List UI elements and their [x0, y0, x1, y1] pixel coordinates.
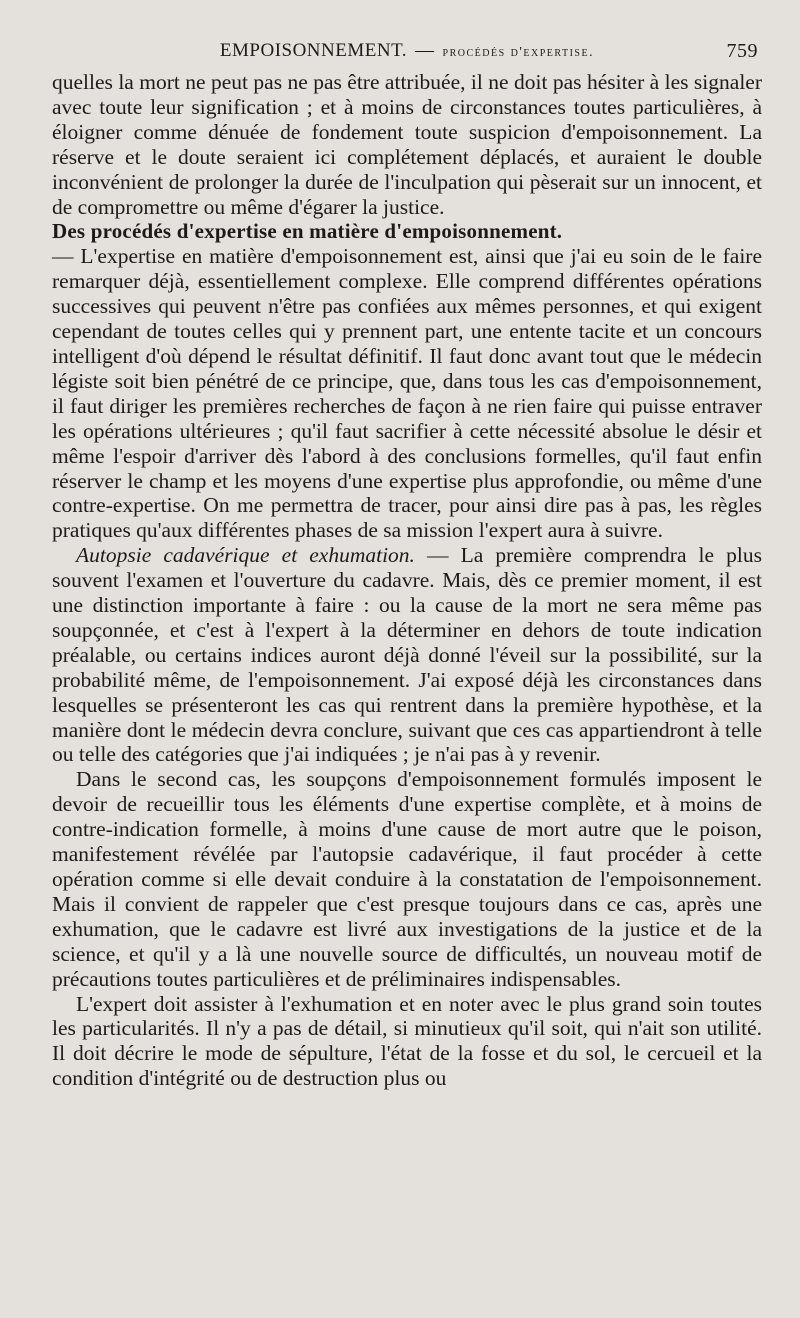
header-separator: —	[415, 40, 435, 61]
section-heading: Des procédés d'expertise en matière d'empoisonnement.	[52, 219, 563, 244]
paragraph-1: quelles la mort ne peut pas ne pas être attribuée, il ne doit pas hésiter à les signaler avec toute leur signification ; et à moins de circonstances toutes particulières, à éloigner comme dénuée de fondement toute suspicion d'empoisonnement. La réserve et le doute seraient ici complétement déplacés, et auraient le double inconvénient de prolonger la durée de l'inculpation qui pèserait sur un innocent, et de compromettre ou même d'égarer la justice.	[52, 70, 762, 219]
running-header	[52, 40, 762, 70]
paragraph-3-text: — La première comprendra le plus souvent l'examen et l'ouverture du cadavre. Mais, dès ce premier moment, il est une distinction importante à faire : ou la cause de la mort ne sera même pas soupçonnée, et c'est à l'expert à la déterminer en dehors de toute indication préalable, ou certains indices auront déjà donné l'éveil sur la possibilité, sur la probabilité même, de l'empoisonnement. J'ai exposé déjà les circonstances dans lesquelles se présenteront les cas qui rentrent dans la première hypothèse, et la manière dont le médecin devra conclure, suivant que ces cas appartiendront à telle ou telle des catégories que j'ai indiquées ; je n'ai pas à y revenir.	[52, 543, 762, 767]
paragraph-4: Dans le second cas, les soupçons d'empoisonnement formulés imposent le devoir de recueillir tous les éléments d'une expertise complète, et à moins de contre-indication formelle, à moins d'une cause de mort autre que le poison, manifestement révélée par l'autopsie cadavérique, il faut procéder à cette opération comme si elle devait conduire à la constatation de l'empoisonnement. Mais il convient de rappeler que c'est presque toujours dans ce cas, après une exhumation, que le cadavre est livré aux investigations de la justice et de la science, et qu'il y a là une nouvelle source de difficultés, un nouveau motif de précautions toutes particulières et de préliminaires indispensables.	[52, 767, 762, 991]
body-text	[52, 70, 762, 1091]
page-number: 759	[726, 40, 758, 62]
paragraph-2-text: — L'expertise en matière d'empoisonnement est, ainsi que j'ai eu soin de le faire remarquer déjà, essentiellement complexe. Elle comprend différentes opérations successives qui peuvent n'être pas confiées aux mêmes personnes, et qui exigent cependant de toutes celles qui y prennent part, une entente tacite et un concours intelligent d'où dépend le résultat définitif. Il faut donc avant tout que le médecin légiste soit bien pénétré de ce principe, que, dans tous les cas d'empoisonnement, il faut diriger les premières recherches de façon à ne rien faire qui puisse entraver les opérations ultérieures ; qu'il faut sacrifier à cette nécessité absolue le désir et même l'espoir d'arriver dès l'abord à des conclusions formelles, qu'il faut enfin réserver le champ et les moyens d'une expertise plus approfondie, ou même d'une contre-expertise. On me permettra de tracer, pour ainsi dire pas à pas, les règles pratiques qu'aux différentes phases de sa mission l'expert aura à suivre.	[52, 244, 762, 543]
paragraph-2	[52, 219, 762, 543]
header-title: EMPOISONNEMENT.	[219, 40, 408, 61]
paragraph-5: L'expert doit assister à l'exhumation et en noter avec le plus grand soin toutes les particularités. Il n'y a pas de détail, si minutieux qu'il soit, qui n'ait son utilité. Il doit décrire le mode de sépulture, l'état de la fosse et du sol, le cercueil et la condition d'intégrité ou de destruction plus ou	[52, 991, 762, 1091]
paragraph-3	[52, 543, 762, 767]
header-subtitle: procédés d'expertise.	[442, 45, 595, 60]
subsection-title: Autopsie cadavérique et exhumation.	[76, 543, 415, 568]
